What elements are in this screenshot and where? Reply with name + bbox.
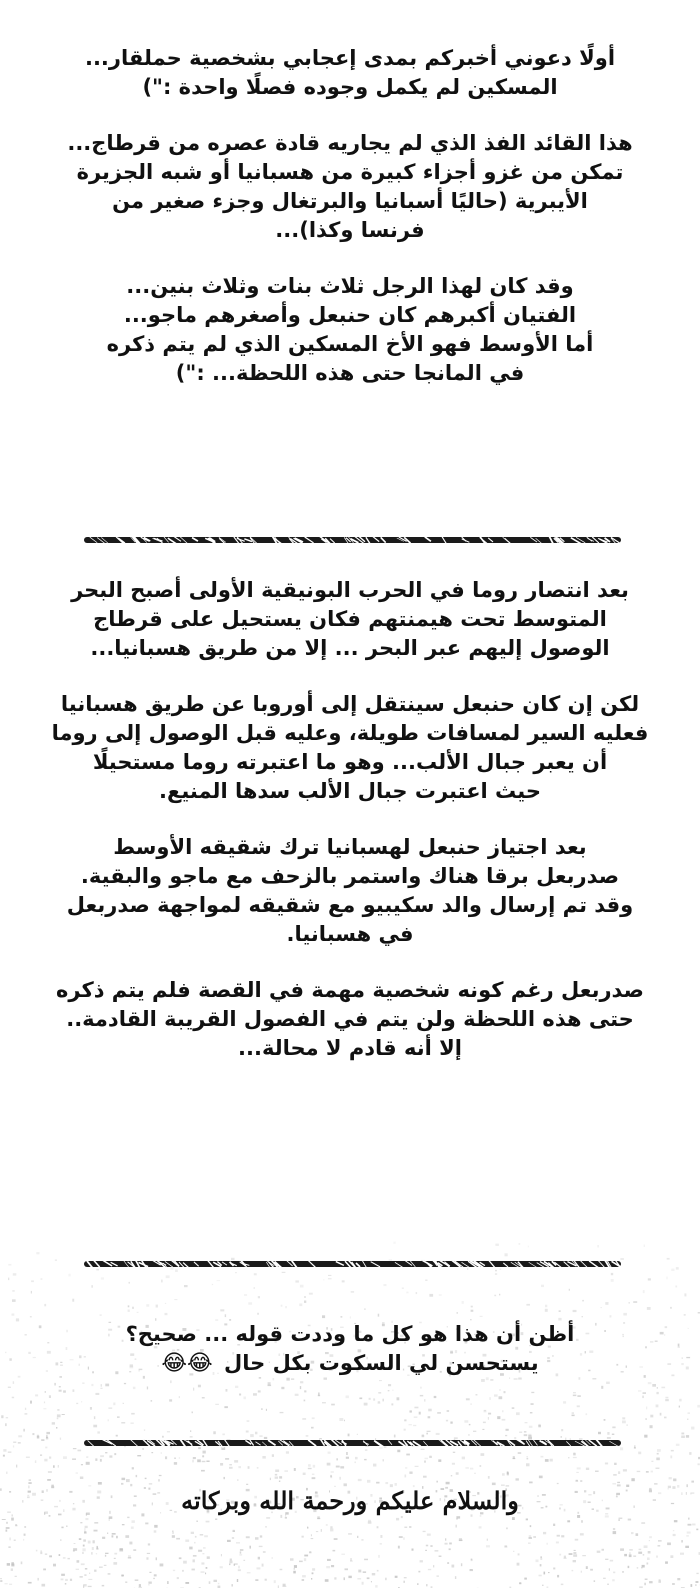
intro-paragraph-3	[30, 272, 670, 388]
text-line: إلا أنه قادم لا محالة...	[238, 1036, 462, 1060]
history-paragraph-1	[30, 576, 670, 663]
text-line: وقد تم إرسال والد سكيبيو مع شقيقه لمواجهة صدربعل	[66, 893, 634, 917]
outro-section	[30, 1320, 670, 1378]
text-line: في المانجا حتى هذه اللحظة... :")	[175, 361, 525, 385]
text-line: الوصول إليهم عبر البحر ... إلا من طريق هسبانيا...	[90, 636, 610, 660]
text-line: الأيبرية (حاليًا أسبانيا والبرتغال وجزء صغير من	[112, 189, 588, 213]
text-line: يستحسن لي السكوت بكل حال	[224, 1351, 539, 1375]
intro-paragraph-1	[30, 44, 670, 102]
text-line: بعد انتصار روما في الحرب البونيقية الأولى أصبح البحر	[71, 578, 629, 602]
intro-paragraph-2	[30, 129, 670, 245]
text-line: تمكن من غزو أجزاء كبيرة من هسبانيا أو شبه الجزيرة	[76, 160, 624, 184]
divider-3	[80, 1437, 625, 1449]
divider-1	[80, 534, 625, 546]
text-line: أما الأوسط فهو الأخ المسكين الذي لم يتم ذكره	[106, 332, 594, 356]
intro-section	[30, 44, 670, 388]
text-line: أن يعبر جبال الألب... وهو ما اعتبرته روما مستحيلًا	[92, 750, 608, 774]
outro-paragraph	[30, 1320, 670, 1378]
closing-greeting: والسلام عليكم ورحمة الله وبركاته	[181, 1486, 519, 1515]
text-line: حيث اعتبرت جبال الألب سدها المنيع.	[159, 779, 541, 803]
history-section	[30, 576, 670, 1063]
text-line: صدربعل رغم كونه شخصية مهمة في القصة فلم يتم ذكره	[56, 978, 644, 1002]
text-line: أولًا دعوني أخبركم بمدى إعجابي بشخصية حملقار...	[84, 46, 616, 70]
text-line: بعد اجتياز حنبعل لهسبانيا ترك شقيقه الأوسط	[113, 835, 587, 859]
text-line: لكن إن كان حنبعل سينتقل إلى أوروبا عن طريق هسبانيا	[60, 692, 640, 716]
text-line: هذا القائد الفذ الذي لم يجاريه قادة عصره من قرطاج...	[67, 131, 633, 155]
text-line: الفتيان أكبرهم كان حنبعل وأصغرهم ماجو...	[123, 303, 577, 327]
background-texture	[0, 1180, 700, 1588]
laughing-emoji-icon: 😂😂	[161, 1351, 213, 1376]
text-line: المسكين لم يكمل وجوده فصلًا واحدة :")	[142, 75, 558, 99]
history-paragraph-2	[30, 690, 670, 806]
text-line: صدربعل برقا هناك واستمر بالزحف مع ماجو والبقية.	[80, 864, 620, 888]
text-line: وقد كان لهذا الرجل ثلاث بنات وثلاث بنين...	[126, 274, 574, 298]
text-line: المتوسط تحت هيمنتهم فكان يستحيل على قرطاج	[93, 607, 607, 631]
text-line: في هسبانيا.	[286, 922, 414, 946]
text-line: فعليه السير لمسافات طويلة، وعليه قبل الوصول إلى روما	[51, 721, 649, 745]
history-paragraph-3	[30, 833, 670, 949]
text-line: فرنسا وكذا)...	[275, 218, 425, 242]
text-line: أظن أن هذا هو كل ما وددت قوله ... صحيح؟	[125, 1322, 575, 1346]
history-paragraph-4	[30, 976, 670, 1063]
divider-2	[80, 1258, 625, 1270]
text-line: حتى هذه اللحظة ولن يتم في الفصول القريبة القادمة..	[66, 1007, 634, 1031]
